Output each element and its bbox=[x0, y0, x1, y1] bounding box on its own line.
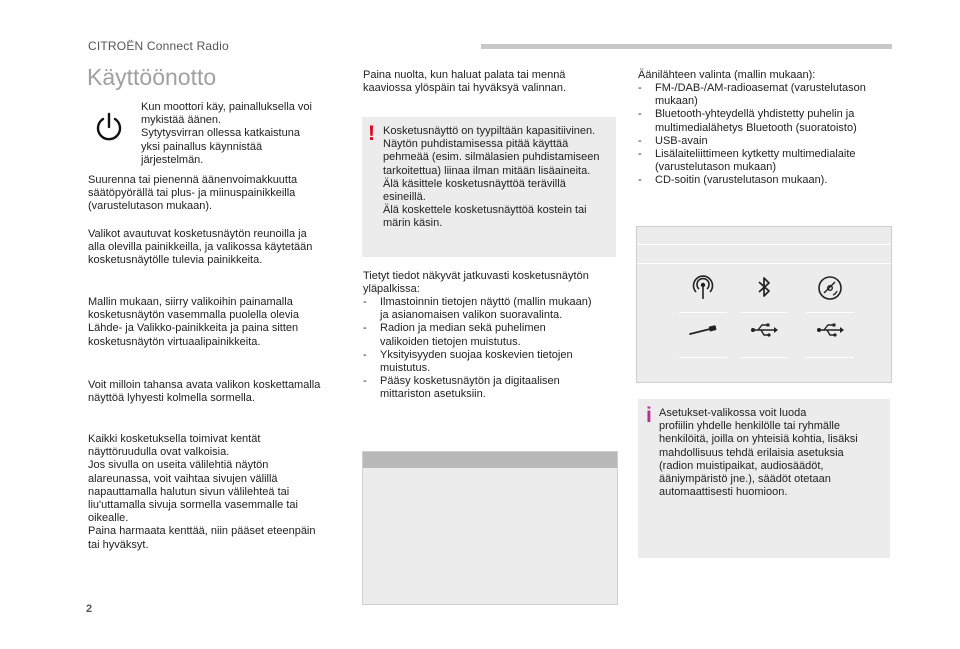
source-selection-intro: Äänilähteen valinta (mallin mukaan): bbox=[638, 69, 816, 81]
arrow-paragraph: Paina nuolta, kun haluat palata tai mennä kaaviossa ylöspäin tai hyväksyä valinnan. bbox=[363, 69, 567, 95]
list-item: - Bluetooth-yhteydellä yhdistetty puhelin ja multimedialähetys Bluetooth (suoratoisto) bbox=[638, 108, 857, 134]
touch-fields-paragraph: Kaikki kosketuksella toimivat kentät näyttöruudulla ovat valkoisia. Jos sivulla on useita välilehtiä näytön alareunassa, voit vaihtaa sivujen välillä napauttamalla halutun sivun välilehteä tai liu'uttamalla sivuja sormella vasemmalle tai oikealle. Paina harmaata kenttää, niin pääset eteenpäin tai hyväksyt. bbox=[88, 433, 316, 551]
bluetooth-icon bbox=[747, 275, 781, 305]
menus-paragraph: Valikot avautuvat kosketusnäytön reunoilla ja alla olevilla painikkeilla, ja valikossa käytetään kosketusnäytölle tulevia painikkeita. bbox=[88, 228, 313, 267]
status-bar-intro: Tietyt tiedot näkyvät jatkuvasti kosketusnäytön yläpalkissa: bbox=[363, 270, 589, 296]
screen-illustration-placeholder bbox=[362, 451, 618, 605]
screen-divider bbox=[637, 263, 891, 264]
usb-icon bbox=[813, 320, 847, 350]
radio-icon bbox=[686, 275, 720, 305]
warning-text: Kosketusnäyttö on tyypiltään kapasitiivinen. Näytön puhdistamisessa pitää käyttää pehmeää (esim. silmälasien puhdistamiseen tarkoitettua) liinaa ilman mitään lisäaineita. Älä käsittele kosketusnäyttöä terävillä esineillä. Älä koskettele kosketusnäyttöä kostein tai märin käsin. bbox=[383, 125, 600, 230]
three-finger-paragraph: Voit milloin tahansa avata valikon koskettamalla näyttöä lyhyesti kolmella sormella. bbox=[88, 379, 321, 405]
source-screen-illustration bbox=[636, 226, 892, 383]
warning-note bbox=[362, 117, 616, 257]
list-item: - Yksityisyyden suojaa koskevien tietojen muistutus. bbox=[363, 348, 573, 375]
cd-icon bbox=[813, 275, 847, 305]
list-item: - Radion ja median sekä puhelimen valikoiden tietojen muistutus. bbox=[363, 322, 546, 348]
status-bar-list bbox=[363, 296, 623, 402]
power-button-description: Kun moottori käy, painalluksella voi mykistää äänen. Sytytysvirran ollessa katkaistuna yksi painallus käynnistää järjestelmän. bbox=[141, 101, 312, 166]
list-item: - CD-soitin (varustelutason mukaan). bbox=[638, 174, 828, 187]
info-note bbox=[638, 399, 890, 558]
list-item: - FM-/DAB-/AM-radioasemat (varustelutason mukaan) bbox=[638, 82, 866, 108]
warning-icon: ! bbox=[368, 122, 375, 145]
list-item: - Pääsy kosketusnäytön ja digitaalisen mittariston asetuksiin. bbox=[363, 375, 560, 401]
volume-paragraph: Suurenna tai pienennä äänenvoimakkuutta säätöpyörällä tai plus- ja miinuspainikkeilla (varustelutason mukaan). bbox=[88, 174, 298, 213]
aux-jack-icon bbox=[686, 320, 720, 350]
screen-divider bbox=[637, 244, 891, 245]
usb-icon bbox=[747, 320, 781, 350]
source-list bbox=[638, 82, 898, 188]
list-item: - Ilmastoinnin tietojen näyttö (mallin mukaan) ja asianomaisen valikon suoravalinta. bbox=[363, 296, 592, 322]
model-menus-paragraph: Mallin mukaan, siirry valikoihin painamalla kosketusnäytön vasemmalla puolella olevia Lähde- ja Valikko-painikkeita ja paina sitten kosketusnäytön virtuaalipainikkeita. bbox=[88, 296, 299, 348]
header-bar bbox=[481, 44, 892, 49]
list-item: - Lisälaiteliittimeen kytketty multimedialaite (varustelutason mukaan) bbox=[638, 148, 856, 174]
info-icon: i bbox=[646, 404, 652, 427]
info-text: Asetukset-valikossa voit luoda profiilin yhdelle henkilölle tai ryhmälle henkilöitä, joilla on yhteisiä kohtia, lisäksi mahdollisuus tehdä erilaisia asetuksia (radion muistipaikat, audiosäädöt, ääniympäristö jne.), säädöt otetaan automaattisesti huomioon. bbox=[659, 407, 858, 499]
screen-illustration-header bbox=[363, 452, 617, 468]
power-icon bbox=[92, 110, 126, 144]
page-number: 2 bbox=[86, 603, 93, 615]
header-title: CITROËN Connect Radio bbox=[88, 39, 229, 53]
list-item: - USB-avain bbox=[638, 134, 708, 147]
page-heading: Käyttöönotto bbox=[87, 64, 217, 90]
